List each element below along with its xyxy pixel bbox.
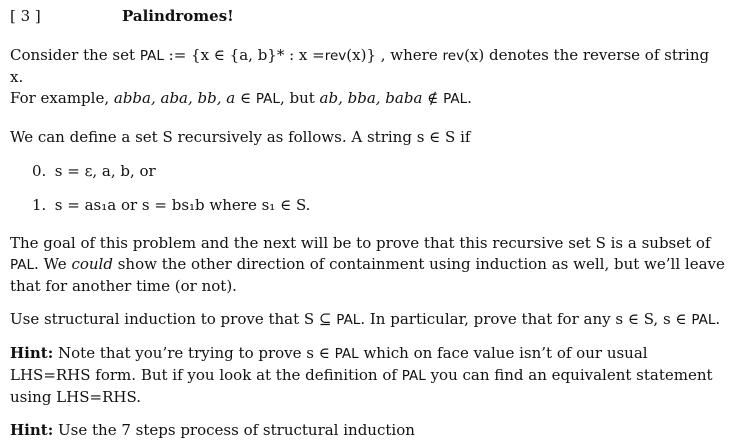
pal-symbol: PAL <box>255 91 280 107</box>
problem-header <box>10 6 726 28</box>
problem-title: Palindromes! <box>122 7 234 25</box>
pal-symbol: PAL <box>443 91 468 107</box>
task-text-c: . <box>715 310 721 328</box>
pal-symbol: PAL <box>334 346 359 362</box>
hint-paragraph-1 <box>10 343 726 408</box>
problem-number: [ 3 ] <box>10 7 41 25</box>
task-text-b: . In particular, prove that for any s ∈ S, s ∈ <box>360 310 687 328</box>
hint1-text-a: Note that you’re trying to prove s ∈ <box>58 344 330 362</box>
recursive-case-text: s = as₁a or s = bs₁b where s₁ ∈ S. <box>54 196 311 214</box>
hint1-text-b: which on face value isn’t of our usual LHS=RHS form. But if you look at the definition of <box>10 344 648 384</box>
pal-definition: := {x ∈ {a, b}* : x = <box>168 46 325 64</box>
goal-text-c: show the other direction of containment using induction as well, but we’ll leave that for another time (or not). <box>10 255 725 295</box>
recursive-case-item <box>10 195 726 216</box>
pal-symbol: PAL <box>10 257 35 273</box>
base-case-number: 0. <box>32 162 47 180</box>
example-end: . <box>467 89 472 107</box>
pal-symbol: PAL <box>691 312 716 328</box>
base-case-item <box>10 161 726 182</box>
pal-definition-end: (x)} , where <box>346 46 438 64</box>
goal-text-b: . We <box>34 255 67 273</box>
hint-label: Hint: <box>10 344 54 362</box>
example-but: , but <box>279 89 315 107</box>
rev-symbol: rev <box>442 48 465 64</box>
hint-label: Hint: <box>10 421 54 439</box>
recursive-definition-intro: We can define a set S recursively as follows. A string s ∈ S if <box>10 128 471 146</box>
example-label: For example, <box>10 89 110 107</box>
base-case-text: s = ε, a, b, or <box>54 162 156 180</box>
intro-paragraph <box>10 45 726 110</box>
goal-emphasis-could: could <box>71 255 113 273</box>
task-paragraph <box>10 309 726 331</box>
goal-paragraph <box>10 233 726 297</box>
hint-paragraph-2 <box>10 420 726 441</box>
intro-text-a: Consider the set <box>10 46 136 64</box>
rev-description: (x) denotes the reverse of string x. <box>10 46 710 86</box>
pal-symbol: PAL <box>401 368 426 384</box>
example-palindromes: abba, aba, bb, a ∈ <box>113 89 252 107</box>
recursive-case-number: 1. <box>32 196 47 214</box>
hint2-text: Use the 7 steps process of structural induction <box>58 421 415 439</box>
task-text-a: Use structural induction to prove that S ⊆ <box>10 310 332 328</box>
pal-symbol: PAL <box>139 48 164 64</box>
example-non-palindromes: ab, bba, baba ∉ <box>319 89 439 107</box>
pal-symbol: PAL <box>336 312 361 328</box>
hint1-text-c: you can find an equivalent statement using LHS=RHS. <box>10 366 713 406</box>
rev-symbol: rev <box>324 48 347 64</box>
goal-text-a: The goal of this problem and the next will be to prove that this recursive set S is a subset of <box>10 234 711 252</box>
